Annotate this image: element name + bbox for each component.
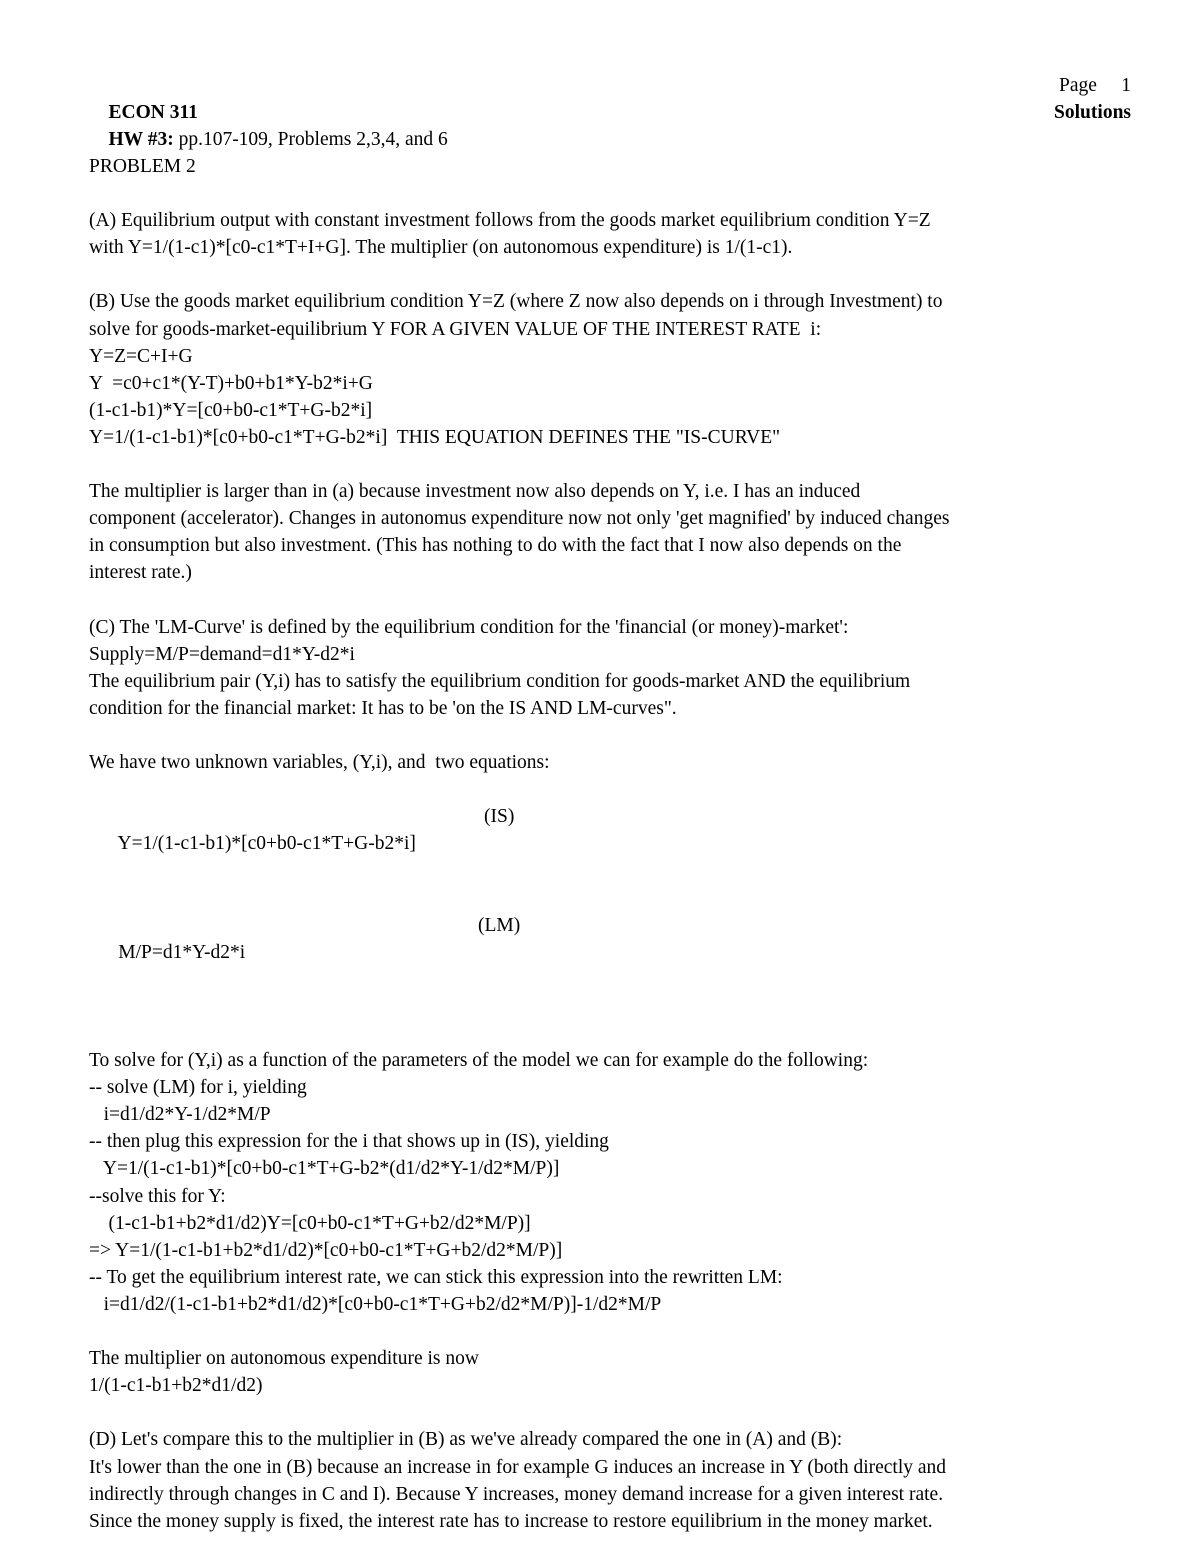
text-line: It's lower than the one in (B) because an increase in for example G induces an increase in Y (both directly and xyxy=(89,1456,947,1478)
text-line: with Y=1/(1-c1)*[c0-c1*T+I+G]. The multiplier (on autonomous expenditure) is 1/(1-c1). xyxy=(89,237,793,259)
text-line: (A) Equilibrium output with constant investment follows from the goods market equilibrium condition Y=Z xyxy=(89,210,931,232)
text-line: indirectly through changes in C and I). Because Y increases, money demand increase for a given interest rate. xyxy=(89,1483,944,1505)
part-a xyxy=(89,207,1131,261)
text-line: solve for goods-market-equilibrium Y FOR A GIVEN VALUE OF THE INTEREST RATE i: xyxy=(89,318,822,340)
text-line: Since the money supply is fixed, the interest rate has to increase to restore equilibrium in the money market. xyxy=(89,1510,933,1532)
document-page xyxy=(89,72,1131,1535)
equation-line: Y=Z=C+I+G xyxy=(89,345,193,367)
text-line: The equilibrium pair (Y,i) has to satisfy the equilibrium condition for goods-market AND the equilibrium xyxy=(89,670,911,692)
part-c xyxy=(89,614,1131,722)
text-line: (C) The 'LM-Curve' is defined by the equilibrium condition for the 'financial (or money)-market': xyxy=(89,616,849,638)
part-b xyxy=(89,288,1131,451)
solution-steps xyxy=(89,1047,1131,1318)
text-line: -- To get the equilibrium interest rate, we can stick this expression into the rewritten LM: xyxy=(89,1266,783,1288)
multiplier-section xyxy=(89,1345,1131,1399)
equation-line: Y=1/(1-c1-b1)*[c0+b0-c1*T+G-b2*i] THIS EQUATION DEFINES THE "IS-CURVE" xyxy=(89,426,781,448)
equation-line: => Y=1/(1-c1-b1+b2*d1/d2)*[c0+b0-c1*T+G+b2/d2*M/P)] xyxy=(89,1239,563,1261)
page-indicator xyxy=(1059,72,1131,99)
text-line: -- then plug this expression for the i that shows up in (IS), yielding xyxy=(89,1131,609,1153)
text-line: -- solve (LM) for i, yielding xyxy=(89,1077,307,1099)
course-title: ECON 311 xyxy=(108,102,198,123)
text-line: --solve this for Y: xyxy=(89,1185,226,1207)
unknowns-line: We have two unknown variables, (Y,i), and two equations: xyxy=(89,752,550,774)
problem-title: PROBLEM 2 xyxy=(89,156,196,177)
text-line: The multiplier is larger than in (a) because investment now also depends on Y, i.e. I has an induced xyxy=(89,481,861,503)
solutions-label: Solutions xyxy=(1054,102,1131,123)
equation-line: Y =c0+c1*(Y-T)+b0+b1*Y-b2*i+G xyxy=(89,372,373,394)
page-number: 1 xyxy=(1121,75,1131,96)
lm-equation xyxy=(89,912,1131,1020)
equation-line: Y=1/(1-c1-b1)*[c0+b0-c1*T+G-b2*(d1/d2*Y-1/d2*M/P)] xyxy=(89,1158,560,1180)
is-label: (IS) xyxy=(484,806,515,828)
text-line: component (accelerator). Changes in autonomus expenditure now not only 'get magnified' by induced changes xyxy=(89,508,950,530)
hw-description: pp.107-109, Problems 2,3,4, and 6 xyxy=(173,129,448,150)
text-line: interest rate.) xyxy=(89,562,192,584)
text-line: (B) Use the goods market equilibrium condition Y=Z (where Z now also depends on i through Investment) to xyxy=(89,291,943,313)
header-line-2 xyxy=(89,99,1131,150)
text-line: To solve for (Y,i) as a function of the parameters of the model we can for example do the following: xyxy=(89,1050,869,1072)
text-line: condition for the financial market: It has to be 'on the IS AND LM-curves". xyxy=(89,697,677,719)
equation-line: i=d1/d2/(1-c1-b1+b2*d1/d2)*[c0+b0-c1*T+G+b2/d2*M/P)]-1/d2*M/P xyxy=(89,1293,662,1315)
text-line: The multiplier on autonomous expenditure is now xyxy=(89,1348,479,1370)
equation-line: i=d1/d2*Y-1/d2*M/P xyxy=(89,1104,271,1126)
equation-line: (1-c1-b1+b2*d1/d2)Y=[c0+b0-c1*T+G+b2/d2*M/P)] xyxy=(89,1212,531,1234)
is-equation-text: Y=1/(1-c1-b1)*[c0+b0-c1*T+G-b2*i] xyxy=(117,833,416,855)
part-d xyxy=(89,1426,1131,1534)
document-body xyxy=(89,153,1131,1535)
lm-label: (LM) xyxy=(478,914,521,936)
part-b-note xyxy=(89,478,1131,586)
is-equation xyxy=(89,803,1131,911)
lm-equation-text: M/P=d1*Y-d2*i xyxy=(118,941,246,963)
equation-line: (1-c1-b1)*Y=[c0+b0-c1*T+G-b2*i] xyxy=(89,399,373,421)
text-line: in consumption but also investment. (This has nothing to do with the fact that I now also depends on the xyxy=(89,535,902,557)
page-label: Page xyxy=(1058,75,1097,96)
text-line: (D) Let's compare this to the multiplier in (B) as we've already compared the one in (A) and (B): xyxy=(89,1429,843,1451)
equation-line: Supply=M/P=demand=d1*Y-d2*i xyxy=(89,643,355,665)
equation-line: 1/(1-c1-b1+b2*d1/d2) xyxy=(89,1375,263,1397)
hw-label: HW #3: xyxy=(108,129,174,150)
